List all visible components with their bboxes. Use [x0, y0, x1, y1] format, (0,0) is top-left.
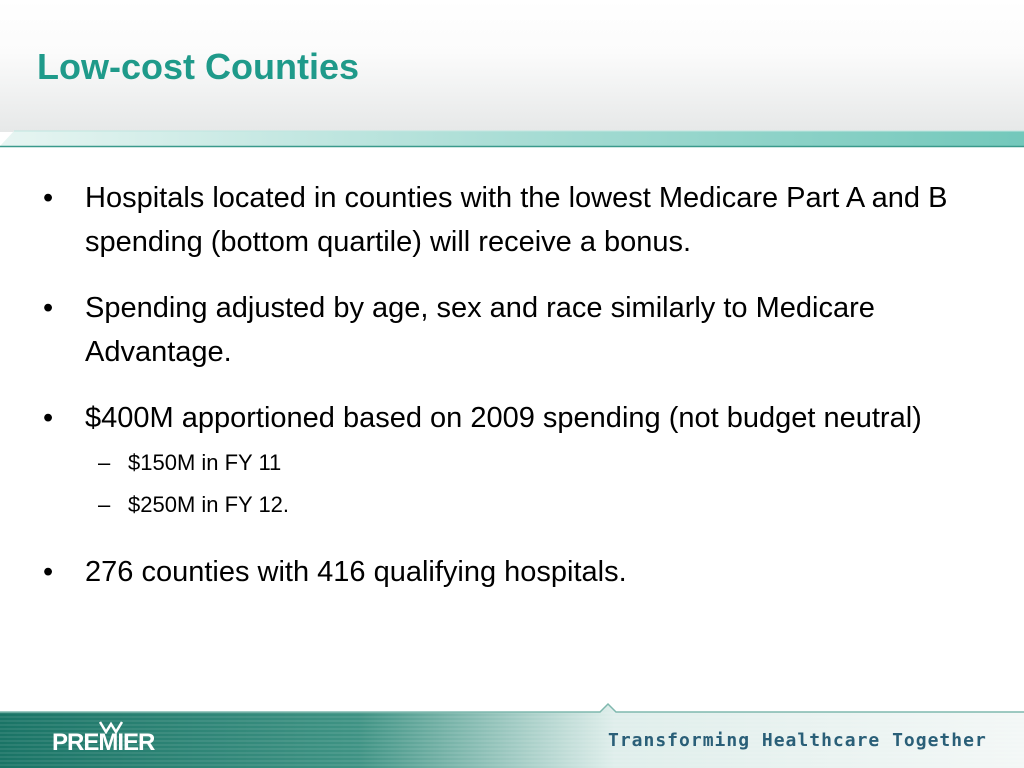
bullet-text: $400M apportioned based on 2009 spending (not budget neutral): [85, 402, 922, 434]
slide-title: Low-cost Counties: [37, 46, 359, 87]
bullet-marker: •: [43, 292, 54, 324]
bullet-item: [40, 550, 990, 594]
sub-bullet-item: [40, 484, 990, 526]
footer-tagline: Transforming Healthcare Together: [608, 730, 987, 751]
bullet-text: 276 counties with 416 qualifying hospitals.: [85, 556, 627, 588]
bullet-item: [40, 176, 990, 264]
bullet-text: Spending adjusted by age, sex and race similarly to Medicare Advantage.: [85, 292, 875, 368]
slide-header: [0, 0, 1024, 132]
sub-bullet-marker: –: [98, 450, 111, 475]
bullet-marker: •: [43, 182, 54, 214]
premier-logo: PREMIER: [52, 729, 155, 756]
bullet-list: [40, 176, 990, 616]
bullet-marker: •: [43, 402, 54, 434]
sub-bullet-list: [40, 442, 990, 526]
bullet-item: [40, 286, 990, 374]
bullet-item: [40, 396, 990, 440]
bullet-marker: •: [43, 556, 54, 588]
sub-bullet-text: $250M in FY 12.: [128, 492, 290, 517]
header-accent-band: [0, 128, 1024, 148]
sub-bullet-text: $150M in FY 11: [128, 450, 282, 475]
sub-bullet-item: [40, 442, 990, 484]
bullet-text: Hospitals located in counties with the lowest Medicare Part A and B spending (bottom quartile) will receive a bonus.: [85, 182, 948, 258]
sub-bullet-marker: –: [98, 492, 111, 517]
